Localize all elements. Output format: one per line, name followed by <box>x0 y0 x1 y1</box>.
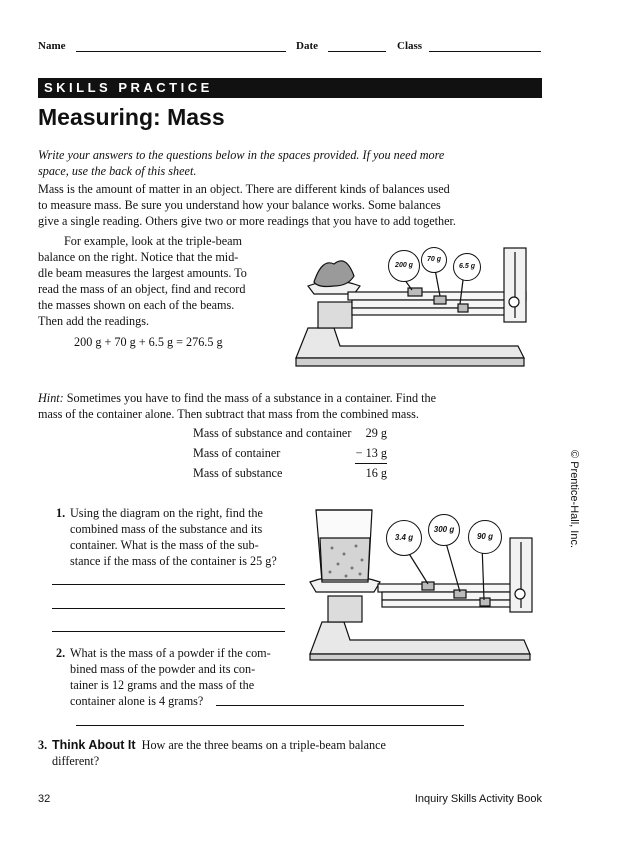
answer-line-2b[interactable] <box>76 725 464 726</box>
name-label: Name <box>38 40 66 52</box>
intro-line: give a single reading. Others give two or more readings that you have to add together. <box>38 214 456 228</box>
question-line: tainer is 12 grams and the mass of the <box>70 678 255 692</box>
question-3-text <box>52 737 386 769</box>
question-1-number: 1. <box>56 506 66 520</box>
skills-practice-banner: SKILLS PRACTICE <box>38 78 542 98</box>
question-line: What is the mass of a powder if the com- <box>70 646 271 660</box>
instructions-line: space, use the back of this sheet. <box>38 164 197 178</box>
question-3-number: 3. <box>38 738 48 752</box>
hint-line: mass of the container alone. Then subtract that mass from the combined mass. <box>38 407 419 421</box>
answer-line-2a[interactable] <box>216 705 464 706</box>
triple-beam-balance-with-beaker-illustration <box>304 504 544 664</box>
hint-label: Hint: <box>38 391 64 405</box>
subtraction-label: Mass of substance and container <box>193 426 352 440</box>
question-line: bined mass of the powder and its con- <box>70 662 256 676</box>
beam-reading-bubble: 300 g <box>428 514 460 546</box>
question-line: container. What is the mass of the sub- <box>70 538 259 552</box>
question-2-text <box>70 645 271 709</box>
instructions <box>38 147 444 179</box>
question-line: different? <box>52 754 100 768</box>
subtraction-value: 16 g <box>365 466 387 480</box>
copyright-notice: © Prentice-Hall, Inc. <box>568 450 580 548</box>
question-line: How are the three beams on a triple-beam balance <box>141 738 386 752</box>
example-line: For example, look at the triple-beam <box>64 234 243 248</box>
question-line: stance if the mass of the container is 25 g? <box>70 554 277 568</box>
beam-reading-bubble: 90 g <box>468 520 502 554</box>
question-line: combined mass of the substance and its <box>70 522 263 536</box>
beam-reading-bubble: 6.5 g <box>453 253 481 281</box>
question-1-text <box>70 505 277 569</box>
hint-line: Sometimes you have to find the mass of a substance in a container. Find the <box>63 391 437 405</box>
example-line: dle beam measures the largest amounts. To <box>38 266 247 280</box>
subtraction-label: Mass of substance <box>193 465 283 480</box>
example-equation: 200 g + 70 g + 6.5 g = 276.5 g <box>74 335 223 349</box>
example-line: balance on the right. Notice that the mid- <box>38 250 239 264</box>
name-field[interactable] <box>76 51 286 52</box>
subtraction-label: Mass of container <box>193 445 281 460</box>
date-label: Date <box>296 40 318 52</box>
class-field[interactable] <box>429 51 541 52</box>
question-line: Using the diagram on the right, find the <box>70 506 263 520</box>
answer-line-1a[interactable] <box>52 584 285 585</box>
example-line: read the mass of an object, find and record <box>38 282 246 296</box>
example-line: Then add the readings. <box>38 314 150 328</box>
hint-paragraph <box>38 390 436 422</box>
book-title: Inquiry Skills Activity Book <box>414 793 542 805</box>
think-about-it-heading: Think About It <box>52 738 136 752</box>
answer-line-1b[interactable] <box>52 608 285 609</box>
example-line: the masses shown on each of the beams. <box>38 298 235 312</box>
table-row <box>193 464 387 484</box>
example-paragraph <box>38 233 247 329</box>
subtraction-value: 29 g <box>365 426 387 440</box>
intro-line: Mass is the amount of matter in an object. There are different kinds of balances used <box>38 182 450 196</box>
question-line: container alone is 4 grams? <box>70 694 204 708</box>
beam-reading-bubble: 200 g <box>388 250 420 282</box>
subtraction-value: − 13 g <box>355 444 387 464</box>
page-title: Measuring: Mass <box>38 104 225 130</box>
question-2-number: 2. <box>56 646 66 660</box>
subtraction-example <box>193 424 387 484</box>
instructions-line: Write your answers to the questions below in the spaces provided. If you need more <box>38 148 445 162</box>
beam-reading-bubble: 70 g <box>421 247 447 273</box>
answer-line-1c[interactable] <box>52 631 285 632</box>
page-number: 32 <box>38 793 51 805</box>
table-row <box>193 444 387 464</box>
intro-paragraph <box>38 181 456 229</box>
date-field[interactable] <box>328 51 386 52</box>
beam-reading-bubble: 3.4 g <box>386 520 422 556</box>
table-row <box>193 424 387 444</box>
intro-line: to measure mass. Be sure you understand how your balance works. Some balances <box>38 198 441 212</box>
class-label: Class <box>397 40 423 52</box>
